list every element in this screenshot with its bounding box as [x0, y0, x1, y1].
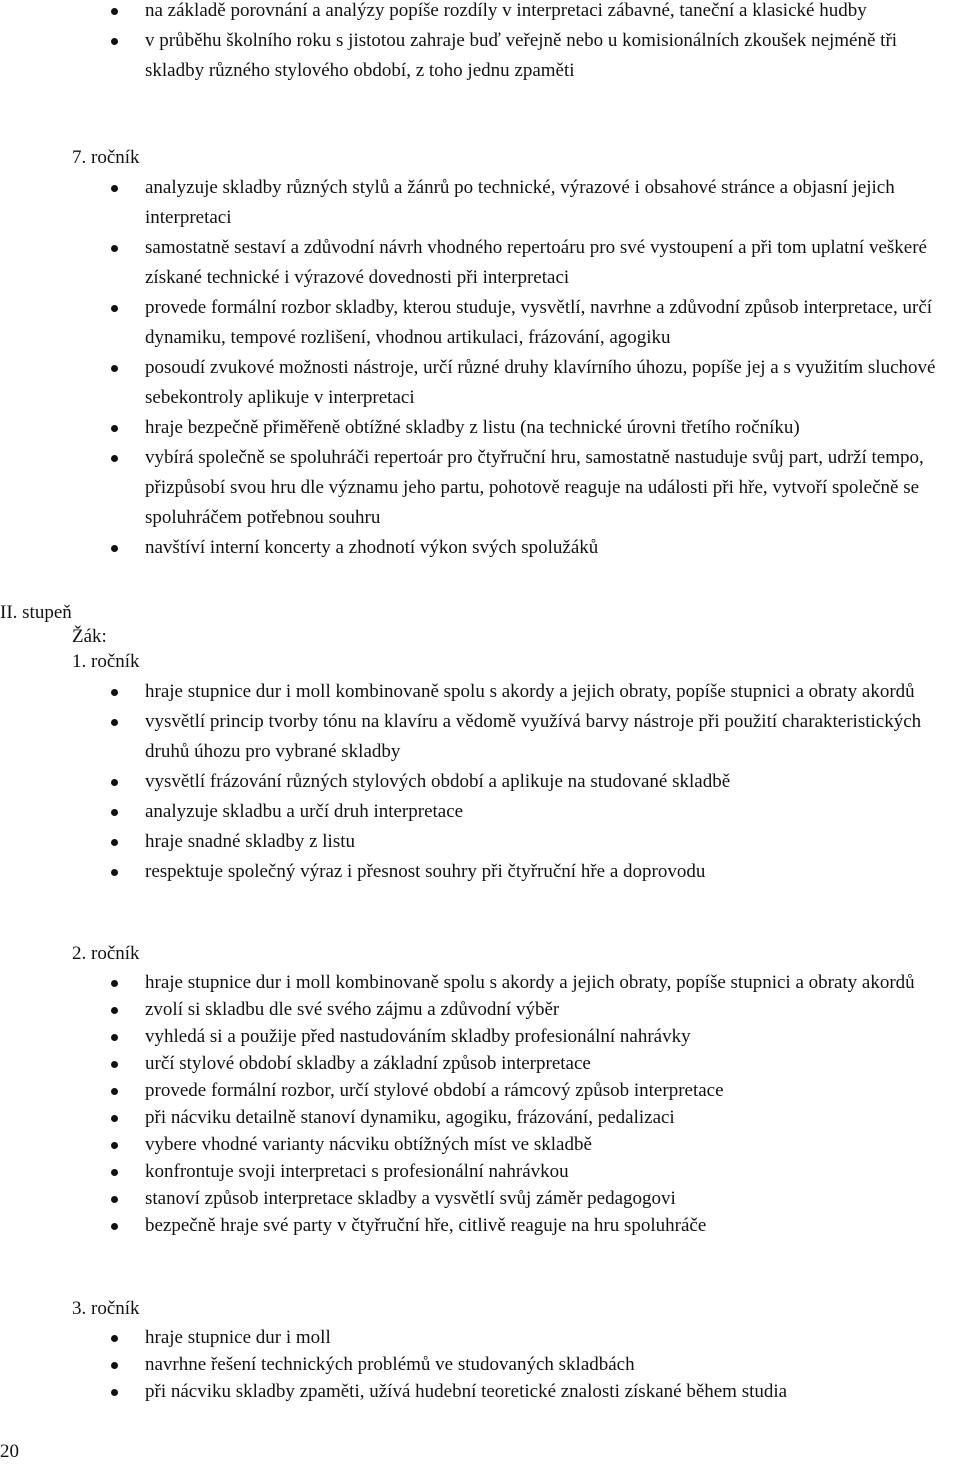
- stage-section: [0, 599, 960, 887]
- list-item: vybírá společně se spoluhráči repertoár pro čtyřruční hru, samostatně nastuduje svůj part, udrží tempo, přizpůsobí svou hru dle významu jeho partu, pohotově reaguje na události při hře, vytvoří společně se spoluhráčem potřebnou souhru: [0, 443, 960, 533]
- stage-heading: II. stupeň: [0, 602, 72, 623]
- list-item: provede formální rozbor, určí stylové období a rámcový způsob interpretace: [0, 1077, 960, 1104]
- grade-7-heading: 7. ročník: [72, 147, 140, 168]
- list-item: samostatně sestaví a zdůvodní návrh vhodného repertoáru pro své vystoupení a při tom uplatní veškeré získané technické i výrazové dovednosti při interpretaci: [0, 233, 960, 293]
- list-item: provede formální rozbor skladby, kterou studuje, vysvětlí, navrhne a zdůvodní způsob interpretace, určí dynamiku, tempové rozlišení, vhodnou artikulaci, frázování, agogiku: [0, 293, 960, 353]
- list-item: konfrontuje svoji interpretaci s profesionální nahrávkou: [0, 1158, 960, 1185]
- list-item: vybere vhodné varianty nácviku obtížných míst ve skladbě: [0, 1131, 960, 1158]
- grade3-section: [0, 1294, 960, 1405]
- list-item: stanoví způsob interpretace skladby a vysvětlí svůj záměr pedagogovi: [0, 1185, 960, 1212]
- list-item: hraje snadné skladby z listu: [0, 827, 960, 857]
- grade-1-list: [0, 677, 960, 887]
- list-item: navrhne řešení technických problémů ve studovaných skladbách: [0, 1351, 960, 1378]
- list-item: na základě porovnání a analýzy popíše rozdíly v interpretaci zábavné, taneční a klasické hudby: [0, 0, 960, 26]
- list-item: při nácviku detailně stanoví dynamiku, agogiku, frázování, pedalizaci: [0, 1104, 960, 1131]
- list-item: hraje stupnice dur i moll: [0, 1324, 960, 1351]
- grade-7-list: [0, 173, 960, 563]
- list-item: respektuje společný výraz i přesnost souhry při čtyřruční hře a doprovodu: [0, 857, 960, 887]
- grade-1-heading: 1. ročník: [72, 651, 140, 672]
- list-item: vyhledá si a použije před nastudováním skladby profesionální nahrávky: [0, 1023, 960, 1050]
- list-item: hraje stupnice dur i moll kombinovaně spolu s akordy a jejich obraty, popíše stupnici a obraty akordů: [0, 969, 960, 996]
- list-item: bezpečně hraje své party v čtyřruční hře, citlivě reaguje na hru spoluhráče: [0, 1212, 960, 1239]
- list-item: analyzuje skladby různých stylů a žánrů po technické, výrazové i obsahové stránce a objasní jejich interpretaci: [0, 173, 960, 233]
- grade-2-list: [0, 969, 960, 1239]
- list-item: hraje bezpečně přiměřeně obtížné skladby z listu (na technické úrovni třetího ročníku): [0, 413, 960, 443]
- list-item: v průběhu školního roku s jistotou zahraje buď veřejně nebo u komisionálních zkoušek nejméně tři skladby různého stylového období, z toho jednu zpaměti: [0, 26, 960, 86]
- list-item: určí stylové období skladby a základní způsob interpretace: [0, 1050, 960, 1077]
- grade7-section: [0, 143, 960, 563]
- page-number: 20: [0, 1441, 19, 1462]
- list-item: analyzuje skladbu a určí druh interpretace: [0, 797, 960, 827]
- list-item: navštíví interní koncerty a zhodnotí výkon svých spolužáků: [0, 533, 960, 563]
- list-item: vysvětlí princip tvorby tónu na klavíru a vědomě využívá barvy nástroje při použití charakteristických druhů úhozu pro vybrané skladby: [0, 707, 960, 767]
- top-list: [0, 0, 960, 86]
- pupil-label: Žák:: [72, 626, 107, 647]
- grade-3-list: [0, 1324, 960, 1405]
- list-item: hraje stupnice dur i moll kombinovaně spolu s akordy a jejich obraty, popíše stupnici a obraty akordů: [0, 677, 960, 707]
- list-item: posoudí zvukové možnosti nástroje, určí různé druhy klavírního úhozu, popíše jej a s využitím sluchové sebekontroly aplikuje v interpretaci: [0, 353, 960, 413]
- grade2-section: [0, 939, 960, 1239]
- list-item: při nácviku skladby zpaměti, užívá hudební teoretické znalosti získané během studia: [0, 1378, 960, 1405]
- list-item: vysvětlí frázování různých stylových období a aplikuje na studované skladbě: [0, 767, 960, 797]
- grade-3-heading: 3. ročník: [72, 1298, 140, 1319]
- list-item: zvolí si skladbu dle své svého zájmu a zdůvodní výběr: [0, 996, 960, 1023]
- grade-2-heading: 2. ročník: [72, 943, 140, 964]
